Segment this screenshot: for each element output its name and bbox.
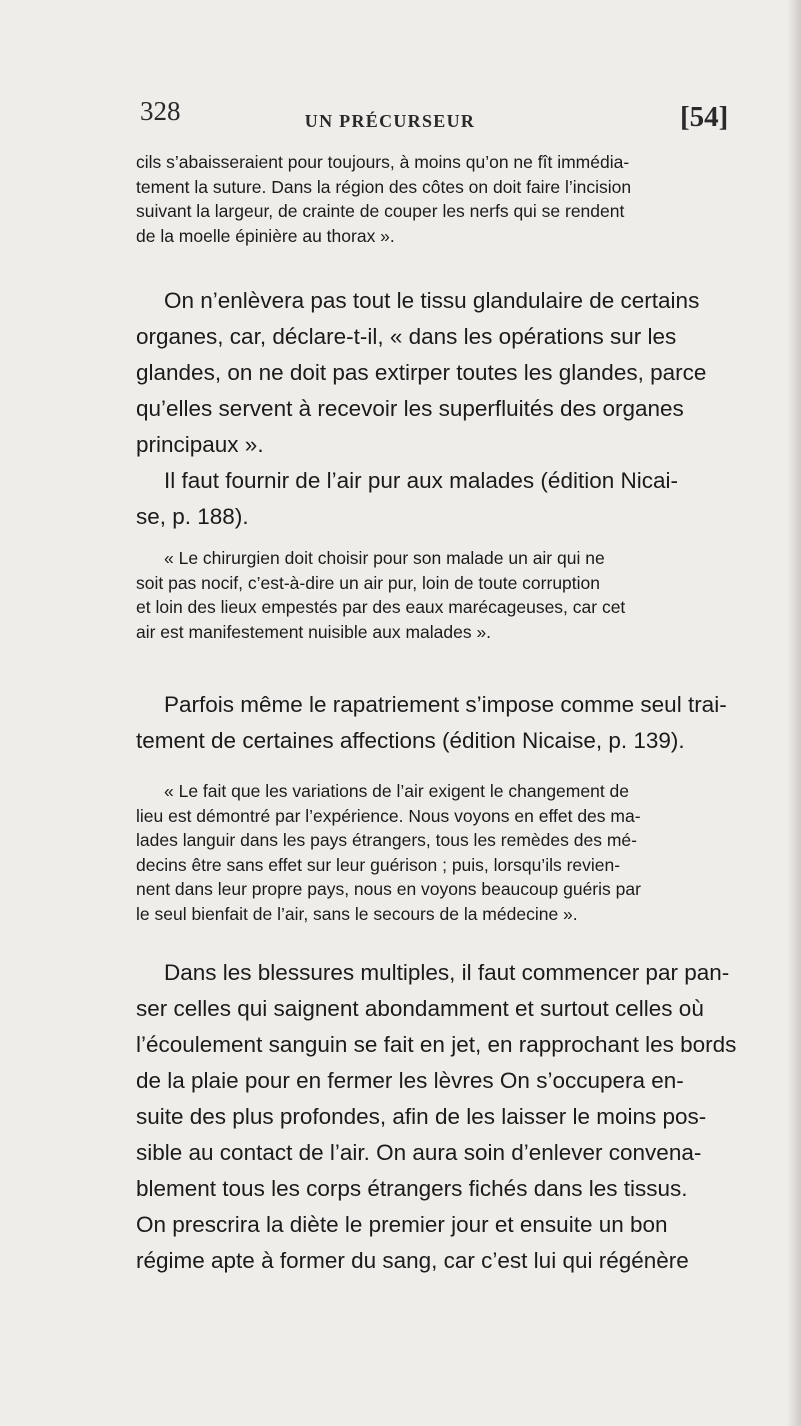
text-line: sible au contact de l’air. On aura soin d’enlever convena- xyxy=(136,1140,702,1165)
text-line: cils s’abaisseraient pour toujours, à moins qu’on ne fît immédia- xyxy=(136,152,630,172)
text-line: de la plaie pour en fermer les lèvres On s’occupera en- xyxy=(136,1068,684,1093)
text-line: tement la suture. Dans la région des côtes on doit faire l’incision xyxy=(136,176,632,197)
text-line: l’écoulement sanguin se fait en jet, en rapprochant les bords xyxy=(136,1032,737,1057)
text-line: Parfois même le rapatriement s’impose comme seul trai- xyxy=(164,692,727,717)
text-line: decins être sans effet sur leur guérison ; puis, lorsqu’ils revien- xyxy=(136,854,621,875)
text-line: « Le chirurgien doit choisir pour son malade un air qui ne xyxy=(164,548,605,568)
text-line: principaux ». xyxy=(136,432,264,457)
paragraph-2 xyxy=(136,283,736,463)
text-line: lieu est démontré par l’expérience. Nous voyons en effet des ma- xyxy=(136,805,641,826)
text-line: de la moelle épinière au thorax ». xyxy=(136,225,395,246)
text-line: ser celles qui saignent abondamment et surtout celles où xyxy=(136,996,704,1021)
paragraph-7 xyxy=(136,955,736,1279)
text-line: suite des plus profondes, afin de les laisser le moins pos- xyxy=(136,1104,707,1129)
text-line: se, p. 188). xyxy=(136,504,249,529)
text-line: le seul bienfait de l’air, sans le secours de la médecine ». xyxy=(136,903,578,924)
text-line: suivant la largeur, de crainte de couper les nerfs qui se rendent xyxy=(136,201,625,221)
page-number: 328 xyxy=(140,96,181,126)
text-line: lades languir dans les pays étrangers, tous les remèdes des mé- xyxy=(136,830,637,850)
text-line: glandes, on ne doit pas extirper toutes les glandes, parce xyxy=(136,360,707,385)
text-line: régime apte à former du sang, car c’est lui qui régénère xyxy=(136,1248,689,1273)
paragraph-1 xyxy=(136,150,736,248)
running-title: UN PRÉCURSEUR xyxy=(304,111,476,131)
text-line: qu’elles servent à recevoir les superfluités des organes xyxy=(136,396,684,421)
text-line: organes, car, déclare-t-il, « dans les opérations sur les xyxy=(136,324,677,349)
paragraph-3 xyxy=(136,463,736,535)
text-line: Il faut fournir de l’air pur aux malades (édition Nicai- xyxy=(164,468,678,493)
paragraph-5 xyxy=(136,687,736,759)
text-line: soit pas nocif, c’est-à-dire un air pur, loin de toute corruption xyxy=(136,572,600,593)
page-edge-shadow xyxy=(787,0,801,1426)
text-line: et loin des lieux empestés par des eaux marécageuses, car cet xyxy=(136,597,626,617)
text-line: nent dans leur propre pays, nous en voyons beaucoup guéris par xyxy=(136,879,641,899)
quotation-2 xyxy=(136,779,736,926)
text-line: blement tous les corps étrangers fichés dans les tissus. xyxy=(136,1176,688,1201)
text-line: air est manifestement nuisible aux malades ». xyxy=(136,621,492,642)
quotation-1 xyxy=(136,546,736,644)
text-line: On n’enlèvera pas tout le tissu glandulaire de certains xyxy=(164,288,700,313)
text-line: Dans les blessures multiples, il faut commencer par pan- xyxy=(164,960,730,985)
text-line: On prescrira la diète le premier jour et ensuite un bon xyxy=(136,1212,668,1237)
text-line: tement de certaines affections (édition Nicaise, p. 139). xyxy=(136,728,685,753)
page-reference: [54] xyxy=(680,101,729,133)
text-line: « Le fait que les variations de l’air exigent le changement de xyxy=(164,781,630,801)
